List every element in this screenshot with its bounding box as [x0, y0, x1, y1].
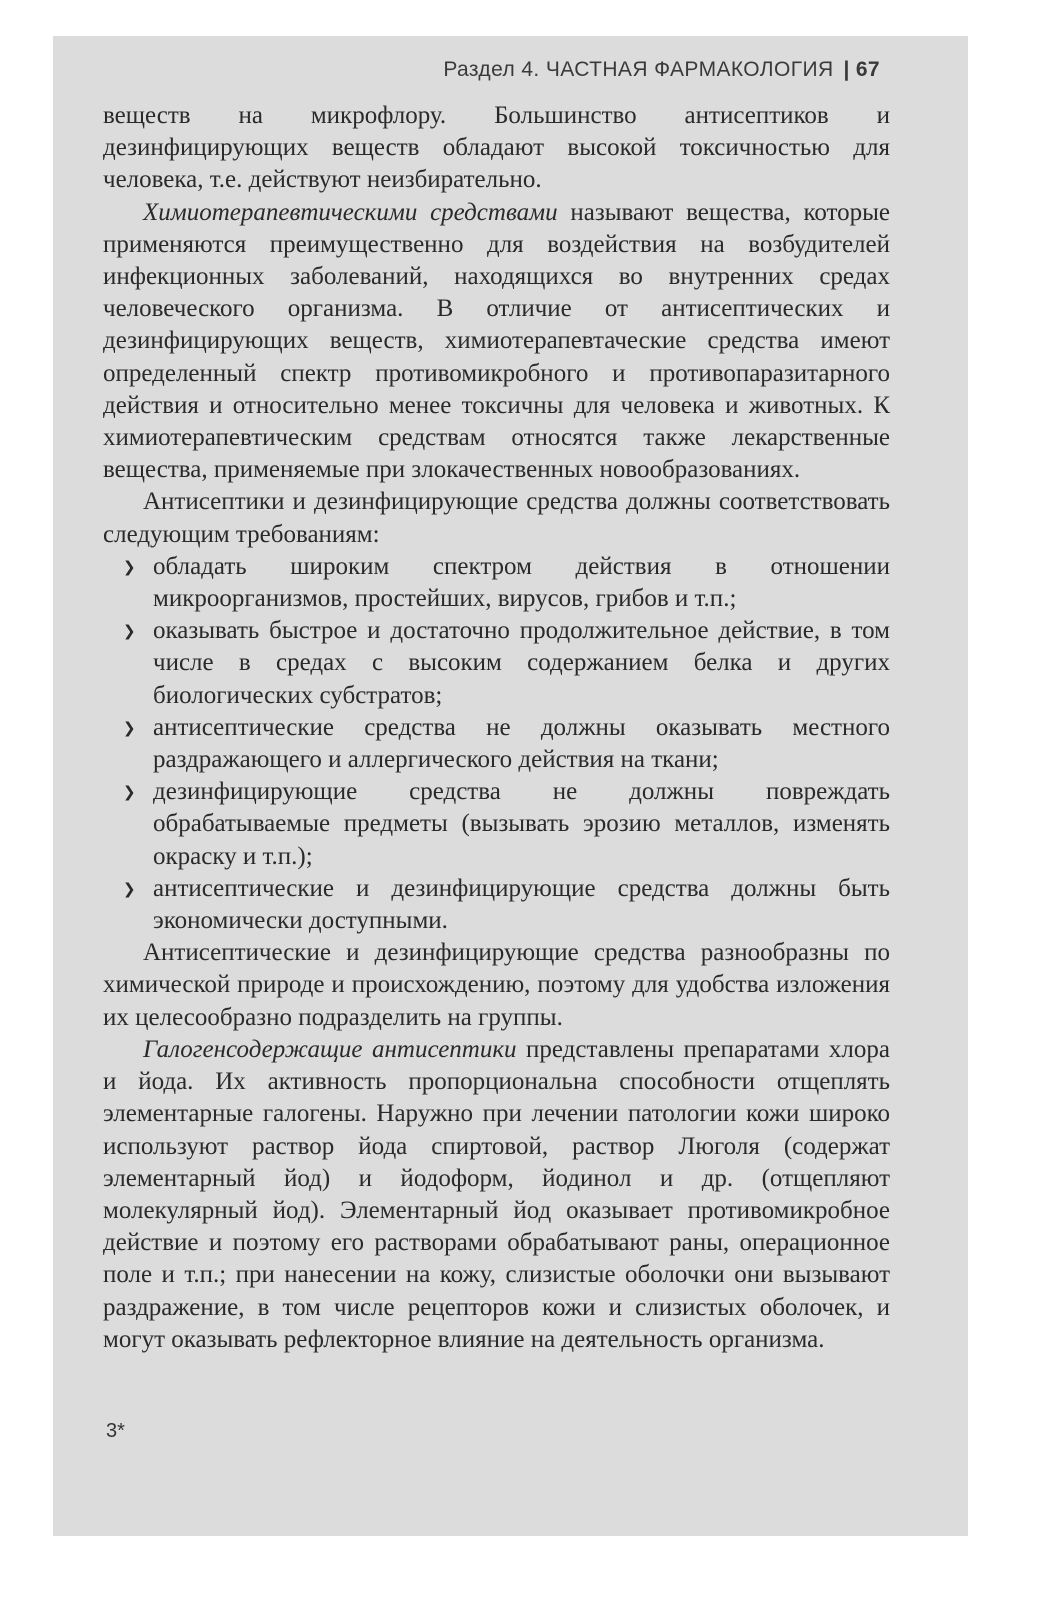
list-item — [103, 873, 890, 937]
paragraph-groups: Антисептические и дезинфицирующие средства разнообразны по химической природе и происхождению, поэтому для удобства изложения их целесообразно подразделить на группы. — [103, 939, 890, 1031]
list-item-text: обладать широким спектром действия в отношении микроорганизмов, простейших, вирусов, грибов и т.п.; — [153, 552, 890, 613]
term-chemotherapeutic-agents: Химиотерапевтическими средствами — [143, 198, 558, 226]
requirements-list — [103, 551, 890, 937]
body-text — [103, 100, 890, 1356]
bullet-icon: ❯ — [123, 879, 136, 898]
header-separator: | — [843, 58, 850, 81]
bullet-icon: ❯ — [123, 718, 136, 737]
list-item-text: дезинфицирующие средства не должны повреждать обрабатываемые предметы (вызывать эрозию металлов, изменять окраску и т.п.); — [153, 778, 890, 870]
page-number: 67 — [855, 58, 880, 81]
paragraph-chemotherapy — [103, 197, 890, 487]
list-item — [103, 615, 890, 712]
paragraph-chemotherapy-text: называют вещества, которые применяются преимущественно для воздействия на возбудителей инфекционных заболеваний, находящихся во внутренних средах человеческого организма. В отличие от антисептических и дезинфицирующих веществ, химиотерапевтаческие средства имеют определенный спектр противомикробного и противопаразитарного действия и относительно менее токсичны для человека и животных. К химиотерапевтическим средствам относятся также лекарственные вещества, применяемые при злокачественных новообразованиях. — [103, 198, 890, 484]
bullet-icon: ❯ — [123, 557, 136, 576]
term-halogen-antiseptics: Галогенсодержащие антисептики — [143, 1035, 517, 1063]
section-title: Раздел 4. ЧАСТНАЯ ФАРМАКОЛОГИЯ — [443, 58, 834, 81]
bullet-icon: ❯ — [123, 783, 136, 802]
paragraph-halogens-text: представлены препаратами хлора и йода. Их активность пропорциональна способности отщеплять элементарные галогены. Наружно при лечении патологии кожи широко используют раствор йода спиртовой, раствор Люголя (содержат элементарный йод) и йодоформ, йодинол и др. (отщепляют молекулярный йод). Элементарный йод оказывает противомикробное действие и поэтому его растворами обрабатывают раны, операционное поле и т.п.; при нанесении на кожу, слизистые оболочки они вызывают раздражение, в том числе рецепторов кожи и слизистых оболочек, и могут оказывать рефлекторное влияние на деятельность организма. — [103, 1035, 890, 1353]
paragraph-continuation: веществ на микрофлору. Большинство антисептиков и дезинфицирующих веществ обладают высокой токсичностью для человека, т.е. действуют неизбирательно. — [103, 102, 890, 194]
list-item-text: антисептические средства не должны оказывать местного раздражающего и аллергического действия на ткани; — [153, 713, 890, 774]
paragraph-requirements-intro: Антисептики и дезинфицирующие средства должны соответствовать следующим требованиям: — [103, 488, 890, 548]
list-item-text: антисептические и дезинфицирующие средства должны быть экономически доступными. — [153, 874, 890, 935]
list-item — [103, 551, 890, 615]
list-item — [103, 776, 890, 873]
list-item — [103, 712, 890, 776]
running-header — [360, 58, 880, 86]
bullet-icon: ❯ — [123, 622, 136, 641]
signature-mark: 3* — [106, 1420, 125, 1442]
paragraph-halogens — [103, 1034, 890, 1356]
list-item-text: оказывать быстрое и достаточно продолжительное действие, в том числе в средах с высоким содержанием белка и других биологических субстратов; — [153, 617, 890, 709]
